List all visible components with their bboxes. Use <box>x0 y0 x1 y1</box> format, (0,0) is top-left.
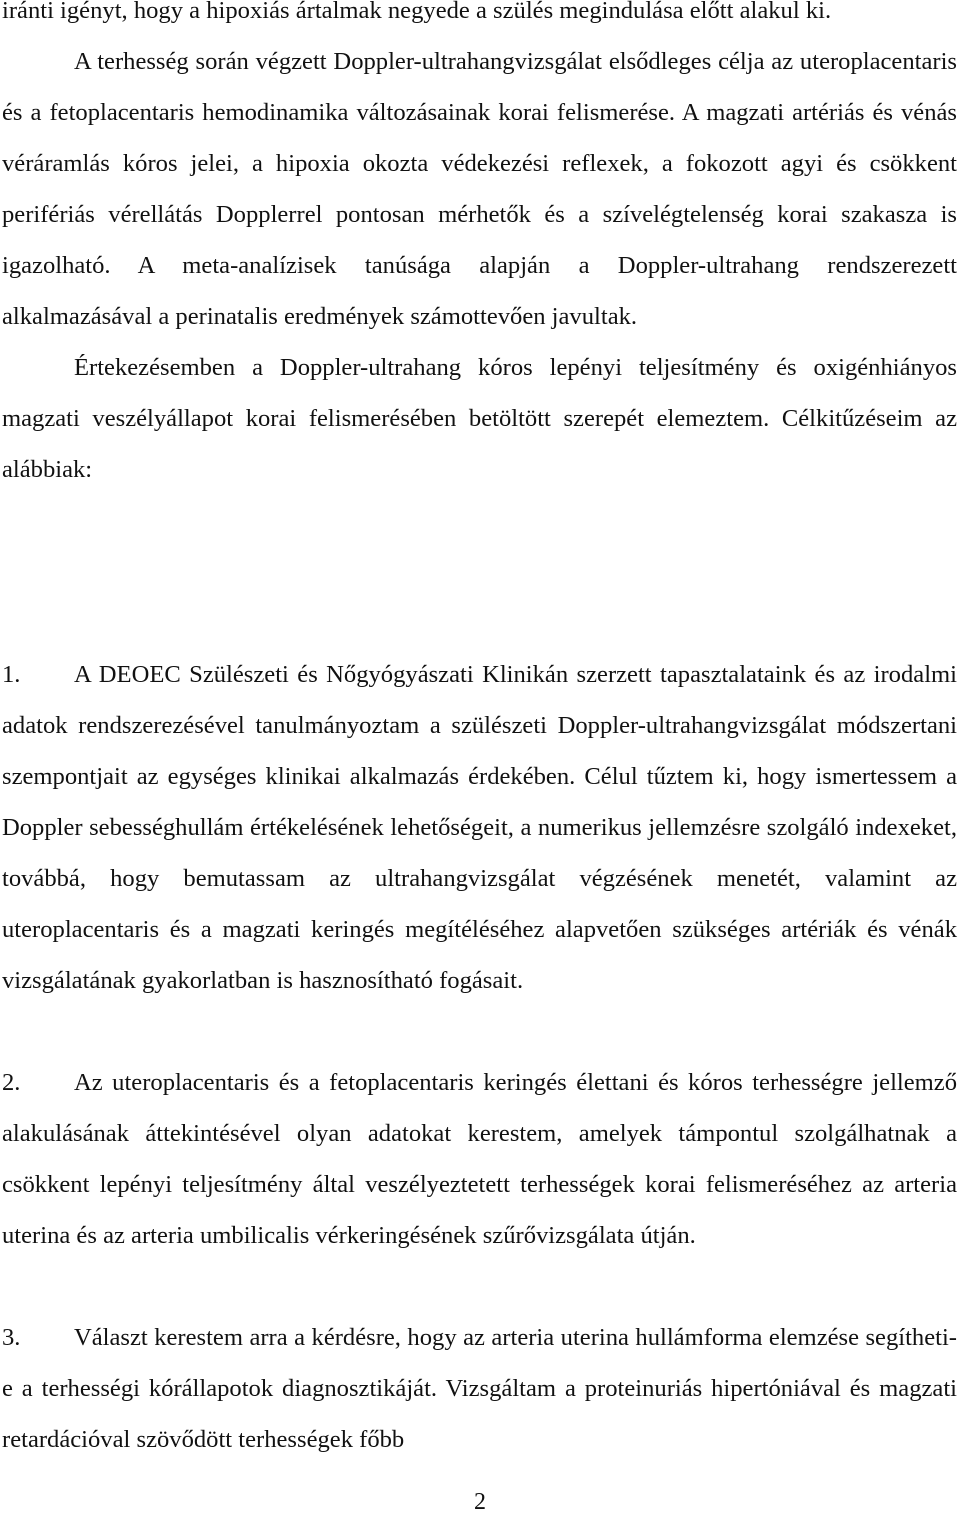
intro-line-1: iránti igényt, hogy a hipoxiás ártalmak negyede a szülés megindulása előtt alakul ki. <box>2 0 832 24</box>
intro-sentence-3: A meta-analízisek tanúsága alapján a Doppler-ultrahang rendszerezett alkalmazásával a perinatalis eredmények számottevően javultak. <box>2 252 957 330</box>
intro-paragraphs <box>2 0 957 495</box>
intro-sentence-2: A magzati artériás és vénás véráramlás kóros jelei, a hipoxia okozta védekezési reflexek, a fokozott agyi és csökkent perifériás vérellátás Dopplerrel pontosan mérhetők és a szívelégtelenség korai szakasza is igazolható. <box>2 99 958 279</box>
item-number: 1. <box>2 661 21 688</box>
item-text: Az uteroplacentaris és a fetoplacentaris keringés élettani és kóros terhességre jellemző alakulásának áttekintésével olyan adatokat kerestem, amelyek támpontul szolgálhatnak a csökkent lepényi teljesítmény által veszélyeztetett terhességek korai felismeréséhez az arteria uterina és az arteria umbilicalis vérkeringésének szűrővizsgálata útján. <box>2 1069 957 1249</box>
intro-sentence-1: A terhesség során végzett Doppler-ultrahangvizsgálat elsődleges célja az uteroplacentaris és a fetoplacentaris hemodinamika változásainak korai felismerése. <box>2 48 957 126</box>
item-number: 2. <box>2 1069 21 1096</box>
objective-item-3 <box>2 1312 957 1465</box>
objective-item-1 <box>2 649 957 1006</box>
item-number: 3. <box>2 1324 21 1351</box>
objective-item-2 <box>2 1057 957 1261</box>
item-text: Választ kerestem arra a kérdésre, hogy az arteria uterina hullámforma elemzése segítheti-e a terhességi kórállapotok diagnosztikáját. Vizsgáltam a proteinuriás hipertóniával és magzati retardációval szövődött terhességek főbb <box>2 1324 957 1453</box>
intro-paragraph-3: Értekezésemben a Doppler-ultrahang kóros lepényi teljesítmény és oxigénhiányos magzati veszélyállapot korai felismerésében betöltött szerepét elemeztem. Célkitűzéseim az alábbiak: <box>2 354 957 483</box>
item-text: A DEOEC Szülészeti és Nőgyógyászati Klinikán szerzett tapasztalataink és az irodalmi adatok rendszerezésével tanulmányoztam a szülészeti Doppler-ultrahangvizsgálat módszertani szempontjait az egységes klinikai alkalmazás érdekében. Célul tűztem ki, hogy ismertessem a Doppler sebességhullám értékelésének lehetőségeit, a numerikus jellemzésre szolgáló indexeket, továbbá, hogy bemutassam az ultrahangvizsgálat végzésének menetét, valamint az uteroplacentaris és a magzati keringés megítéléséhez alapvetően szükséges artériák és vénák vizsgálatának gyakorlatban is hasznosítható fogásait. <box>2 661 957 994</box>
page-number: 2 <box>474 1489 486 1515</box>
